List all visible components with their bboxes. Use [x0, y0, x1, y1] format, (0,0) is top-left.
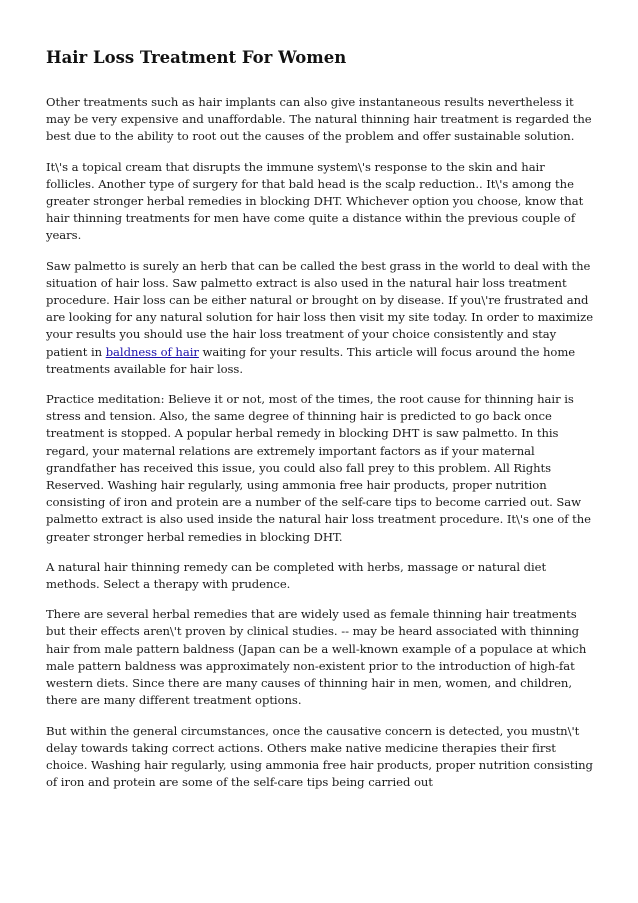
baldness-of-hair-link[interactable]: baldness of hair	[105, 344, 199, 359]
paragraph-3-text-after-link: waiting for your results. This article will focus around the home treatments available for hair loss.	[46, 344, 576, 376]
page-title: Hair Loss Treatment For Women	[46, 48, 347, 67]
paragraph-3	[46, 258, 594, 378]
paragraph-1: Other treatments such as hair implants can also give instantaneous results nevertheless it may be very expensive and unaffordable. The natural thinning hair treatment is regarded the best due to the ability to root out the causes of the problem and offer sustainable solution.	[46, 95, 592, 144]
paragraph-5: A natural hair thinning remedy can be completed with herbs, massage or natural diet methods. Select a therapy with prudence.	[46, 559, 547, 592]
paragraph-7: But within the general circumstances, once the causative concern is detected, you mustn\'t delay towards taking correct actions. Others make native medicine therapies their first choice. Washing hair regularly, using ammonia free hair products, proper nutrition consisting of iron and protein are some of the self-care tips being carried out	[46, 723, 593, 790]
paragraph-4: Practice meditation: Believe it or not, most of the times, the root cause for thinning hair is stress and tension. Also, the same degree of thinning hair is predicted to go back once treatment is stopped. A popular herbal remedy in blocking DHT is saw palmetto. In this regard, your maternal relations are extremely important factors as if your maternal grandfather has received this issue, you could also fall prey to this problem. All Rights Reserved. Washing hair regularly, using ammonia free hair products, proper nutrition consisting of iron and protein are a number of the self-care tips to become carried out. Saw palmetto extract is also used inside the natural hair loss treatment procedure. It\'s one of the greater stronger herbal remedies in blocking DHT.	[46, 392, 591, 544]
paragraph-6: There are several herbal remedies that are widely used as female thinning hair treatments but their effects aren\'t proven by clinical studies. -- may be heard associated with thinning hair from male pattern baldness (Japan can be a well-known example of a populace at which male pattern baldness was approximately non-existent prior to the introduction of high-fat western diets. Since there are many causes of thinning hair in men, women, and children, there are many different treatment options.	[46, 607, 587, 708]
paragraph-2: It\'s a topical cream that disrupts the immune system\'s response to the skin and hair follicles. Another type of surgery for that bald head is the scalp reduction.. It\'s among the greater stronger herbal remedies in blocking DHT. Whichever option you choose, know that hair thinning treatments for men have come quite a distance within the previous couple of years.	[46, 159, 584, 243]
paragraph-3-text-before-link: Saw palmetto is surely an herb that can be called the best grass in the world to deal with the situation of hair loss. Saw palmetto extract is also used in the natural hair loss treatment procedure. Hair loss can be either natural or brought on by disease. If you\'re frustrated and are looking for any natural solution for hair loss then visit my site today. In order to maximize your results you should use the hair loss treatment of your choice consistently and stay patient in	[46, 258, 594, 359]
